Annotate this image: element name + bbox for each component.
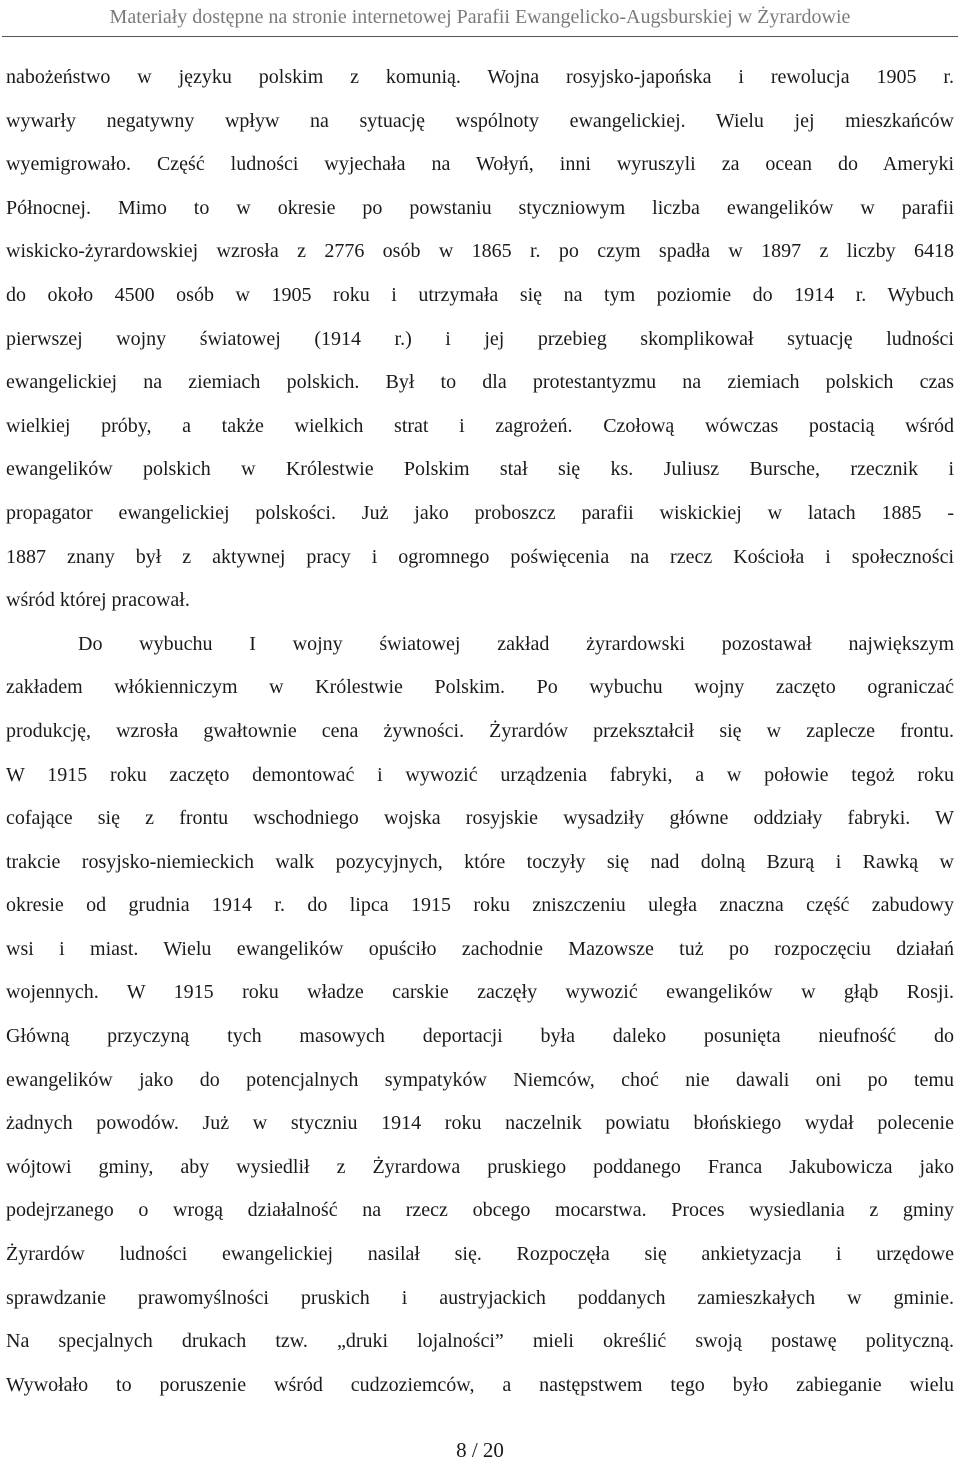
text-line: żadnych powodów. Już w styczniu 1914 roku naczelnik powiatu błońskiego wydał polecenie xyxy=(6,1112,954,1135)
text-line: produkcję, wzrosła gwałtownie cena żywności. Żyrardów przekształcił się w zaplecze frontu. xyxy=(6,719,954,742)
text-line: wiskicko-żyrardowskiej wzrosła z 2776 osób w 1865 r. po czym spadła w 1897 z liczby 6418 xyxy=(6,240,954,263)
text-line: ewangelickiej na ziemiach polskich. Był to dla protestantyzmu na ziemiach polskich czas xyxy=(6,371,954,394)
text-line: Główną przyczyną tych masowych deportacji była daleko posunięta nieufność do xyxy=(6,1025,954,1048)
header-divider xyxy=(2,36,958,37)
text-line: propagator ewangelickiej polskości. Już jako proboszcz parafii wiskickiej w latach 1885 - xyxy=(6,501,954,524)
text-line: Żyrardów ludności ewangelickiej nasilał się. Rozpoczęła się ankietyzacja i urzędowe xyxy=(6,1243,954,1266)
paragraph-2 xyxy=(6,623,954,1408)
text-line: sprawdzanie prawomyślności pruskich i austryjackich poddanych zamieszkałych w gminie. xyxy=(6,1286,954,1309)
text-line: W 1915 roku zaczęto demontować i wywozić urządzenia fabryki, a w połowie tegoż roku xyxy=(6,763,954,786)
text-line: cofające się z frontu wschodniego wojska rosyjskie wysadziły główne oddziały fabryki. W xyxy=(6,807,954,830)
text-line: pierwszej wojny światowej (1914 r.) i jej przebieg skomplikował sytuację ludności xyxy=(6,327,954,350)
text-line: 1887 znany był z aktywnej pracy i ogromnego poświęcenia na rzecz Kościoła i społeczności xyxy=(6,545,954,568)
text-line: zakładem włókienniczym w Królestwie Polskim. Po wybuchu wojny zaczęto ograniczać xyxy=(6,676,954,699)
document-body xyxy=(6,56,954,1407)
text-line: wśród której pracował. xyxy=(6,589,190,612)
text-line: Na specjalnych drukach tzw. „druki lojalności” mieli określić swoją postawę polityczną. xyxy=(6,1330,954,1353)
text-line: ewangelików polskich w Królestwie Polskim stał się ks. Juliusz Bursche, rzecznik i xyxy=(6,458,954,481)
text-line: do około 4500 osób w 1905 roku i utrzymała się na tym poziomie do 1914 r. Wybuch xyxy=(6,283,954,306)
text-line: Północnej. Mimo to w okresie po powstaniu styczniowym liczba ewangelików w parafii xyxy=(6,196,954,219)
paragraph-1 xyxy=(6,56,954,623)
text-line: trakcie rosyjsko-niemieckich walk pozycyjnych, które toczyły się nad dolną Bzurą i Rawką w xyxy=(6,850,954,873)
text-line: wojennych. W 1915 roku władze carskie zaczęły wywozić ewangelików w głąb Rosji. xyxy=(6,981,954,1004)
text-line: nabożeństwo w języku polskim z komunią. Wojna rosyjsko-japońska i rewolucja 1905 r. xyxy=(6,66,954,88)
text-line: okresie od grudnia 1914 r. do lipca 1915 roku zniszczeniu uległa znaczna część zabudowy xyxy=(6,894,954,917)
text-line: podejrzanego o wrogą działalność na rzecz obcego mocarstwa. Proces wysiedlania z gminy xyxy=(6,1199,954,1222)
text-line: wójtowi gminy, aby wysiedlił z Żyrardowa pruskiego poddanego Franca Jakubowicza jako xyxy=(6,1155,954,1178)
text-line: wielkiej próby, a także wielkich strat i zagrożeń. Czołową wówczas postacią wśród xyxy=(6,414,954,437)
text-line: Do wybuchu I wojny światowej zakład żyrardowski pozostawał największym xyxy=(78,632,954,655)
page-header: Materiały dostępne na stronie internetowej Parafii Ewangelicko-Augsburskiej w Żyrardowie xyxy=(109,6,851,28)
text-line: wyemigrowało. Część ludności wyjechała na Wołyń, inni wyruszyli za ocean do Ameryki xyxy=(6,153,954,176)
text-line: wywarły negatywny wpływ na sytuację wspólnoty ewangelickiej. Wielu jej mieszkańców xyxy=(6,109,954,132)
text-line: ewangelików jako do potencjalnych sympatyków Niemców, choć nie dawali oni po temu xyxy=(6,1068,954,1091)
page-number: 8 / 20 xyxy=(456,1438,504,1462)
text-line: wsi i miast. Wielu ewangelików opuściło zachodnie Mazowsze tuż po rozpoczęciu działań xyxy=(6,937,954,960)
text-line: Wywołało to poruszenie wśród cudzoziemców, a następstwem tego było zabieganie wielu xyxy=(6,1373,954,1396)
